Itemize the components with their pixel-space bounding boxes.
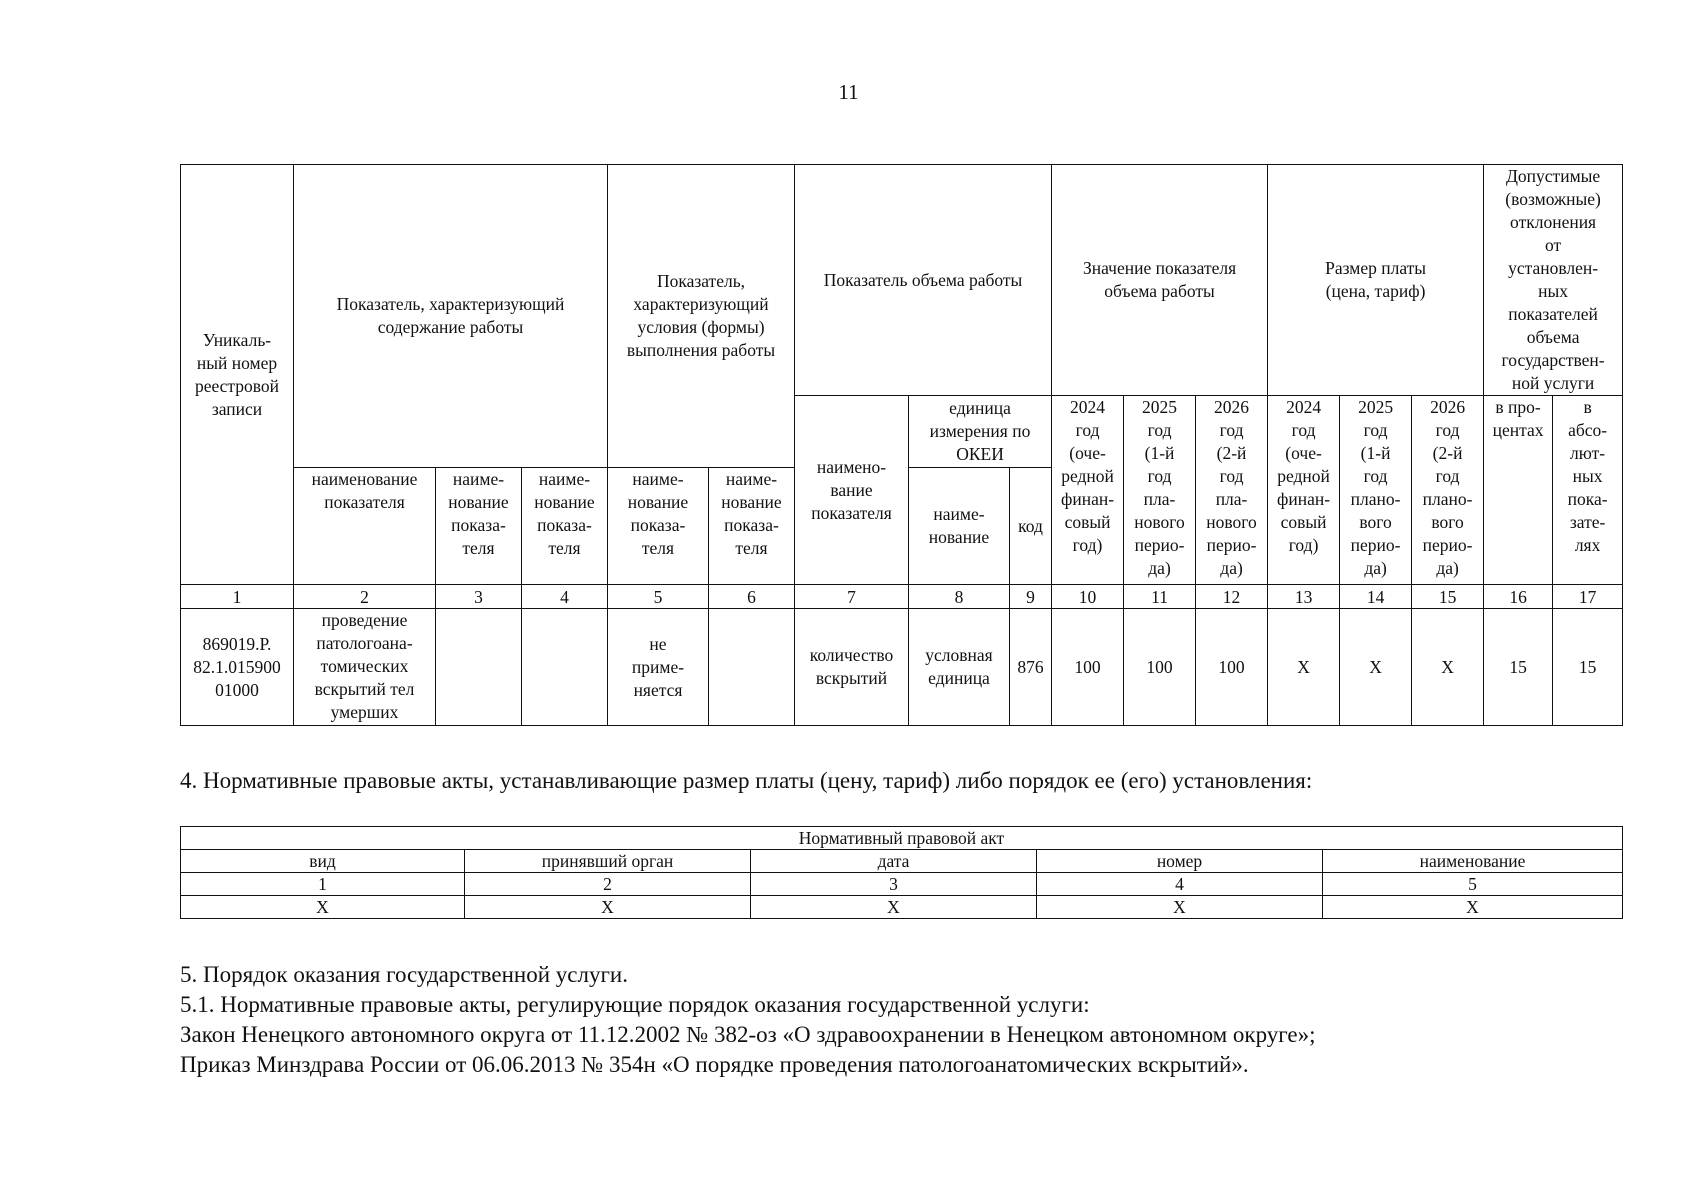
law-reference-1: Закон Ненецкого автономного округа от 11.12.2002 № 382-оз «О здравоохранении в Ненецком автономном округе»; [180, 1022, 1316, 1047]
header-fee-2026: 2026 год (2-й год плано- вого перио- да) [1412, 396, 1484, 585]
legal-act-cell: Х [1323, 896, 1623, 919]
legal-act-title: Нормативный правовой акт [181, 827, 1623, 850]
legal-act-cell: Х [181, 896, 465, 919]
column-number: 15 [1412, 585, 1484, 609]
legal-act-header-authority: принявший орган [465, 850, 751, 873]
header-unit-name: наиме- нование [909, 468, 1010, 585]
header-fee-2025: 2025 год (1-й год плано- вого перио- да) [1340, 396, 1412, 585]
column-number: 9 [1010, 585, 1052, 609]
column-number: 17 [1553, 585, 1623, 609]
legal-act-header-number: номер [1037, 850, 1323, 873]
legal-act-header-type: вид [181, 850, 465, 873]
cell-deviation-percent: 15 [1484, 609, 1553, 726]
column-number: 2 [294, 585, 436, 609]
cell-content-2 [436, 609, 522, 726]
column-number: 2 [465, 873, 751, 896]
cell-condition-1: не приме- няется [608, 609, 709, 726]
column-number: 10 [1052, 585, 1124, 609]
cell-content-3 [522, 609, 608, 726]
cell-fee-2025: Х [1340, 609, 1412, 726]
header-deviation: Допустимые (возможные) отклонения от установлен- ных показателей объема государствен- ной услуги [1484, 165, 1623, 396]
column-number: 8 [909, 585, 1010, 609]
column-number-row [181, 585, 1623, 609]
header-condition-name-2: наиме- нование показа- теля [709, 468, 795, 585]
column-number: 14 [1340, 585, 1412, 609]
section-4-heading: 4. Нормативные правовые акты, устанавливающие размер платы (цену, тариф) либо порядок ее (его) установления: [180, 768, 1313, 793]
header-condition-indicator: Показатель, характеризующий условия (формы) выполнения работы [608, 165, 795, 468]
legal-act-header-name: наименование [1323, 850, 1623, 873]
column-number: 1 [181, 873, 465, 896]
header-fee-2024: 2024 год (оче- редной финан- совый год) [1268, 396, 1340, 585]
cell-value-2026: 100 [1196, 609, 1268, 726]
column-number: 13 [1268, 585, 1340, 609]
column-number: 12 [1196, 585, 1268, 609]
header-condition-name-1: наиме- нование показа- теля [608, 468, 709, 585]
column-number: 4 [522, 585, 608, 609]
cell-indicator-name: количество вскрытий [795, 609, 909, 726]
column-number: 11 [1124, 585, 1196, 609]
cell-unique-number: 869019.Р. 82.1.015900 01000 [181, 609, 294, 726]
header-volume-indicator: Показатель объема работы [795, 165, 1052, 396]
header-content-indicator: Показатель, характеризующий содержание работы [294, 165, 608, 468]
header-volume-value: Значение показателя объема работы [1052, 165, 1268, 396]
header-content-name-3: наиме- нование показа- теля [522, 468, 608, 585]
column-number: 3 [436, 585, 522, 609]
cell-fee-2026: Х [1412, 609, 1484, 726]
column-number: 5 [1323, 873, 1623, 896]
header-unique-number: Уникаль- ный номер реестровой записи [181, 165, 294, 585]
cell-deviation-absolute: 15 [1553, 609, 1623, 726]
section-5-heading: 5. Порядок оказания государственной услуги. [180, 962, 628, 987]
page-number: 11 [838, 80, 859, 104]
legal-act-cell: Х [465, 896, 751, 919]
legal-act-header-row [181, 850, 1623, 873]
column-number: 6 [709, 585, 795, 609]
cell-unit-name: условная единица [909, 609, 1010, 726]
header-value-2025: 2025 год (1-й год пла- нового перио- да) [1124, 396, 1196, 585]
header-value-2026: 2026 год (2-й год пла- нового перио- да) [1196, 396, 1268, 585]
header-fee: Размер платы (цена, тариф) [1268, 165, 1484, 396]
cell-unit-code: 876 [1010, 609, 1052, 726]
cell-content-1: проведение патологоана- томических вскрытий тел умерших [294, 609, 436, 726]
column-number: 3 [751, 873, 1037, 896]
column-number: 7 [795, 585, 909, 609]
header-unit-code: код [1010, 468, 1052, 585]
table-row [181, 896, 1623, 919]
column-number: 5 [608, 585, 709, 609]
table-row [181, 609, 1623, 726]
header-content-name-1: наименование показателя [294, 468, 436, 585]
cell-fee-2024: Х [1268, 609, 1340, 726]
cell-condition-2 [709, 609, 795, 726]
column-number: 4 [1037, 873, 1323, 896]
column-number: 1 [181, 585, 294, 609]
header-content-name-2: наиме- нование показа- теля [436, 468, 522, 585]
header-deviation-absolute: в абсо- лют- ных пока- зате- лях [1553, 396, 1623, 585]
work-volume-table [180, 164, 1623, 726]
legal-act-cell: Х [751, 896, 1037, 919]
legal-act-number-row [181, 873, 1623, 896]
column-number: 16 [1484, 585, 1553, 609]
legal-act-header-date: дата [751, 850, 1037, 873]
header-value-2024: 2024 год (оче- редной финан- совый год) [1052, 396, 1124, 585]
cell-value-2025: 100 [1124, 609, 1196, 726]
legal-act-table [180, 826, 1623, 919]
legal-act-cell: Х [1037, 896, 1323, 919]
header-unit-okei: единица измерения по ОКЕИ [909, 396, 1052, 468]
cell-value-2024: 100 [1052, 609, 1124, 726]
section-5-1-heading: 5.1. Нормативные правовые акты, регулирующие порядок оказания государственной услуги: [180, 992, 1090, 1017]
law-reference-2: Приказ Минздрава России от 06.06.2013 № 354н «О порядке проведения патологоанатомических вскрытий». [180, 1052, 1249, 1077]
header-deviation-percent: в про- центах [1484, 396, 1553, 585]
header-indicator-name: наимено- вание показателя [795, 396, 909, 585]
